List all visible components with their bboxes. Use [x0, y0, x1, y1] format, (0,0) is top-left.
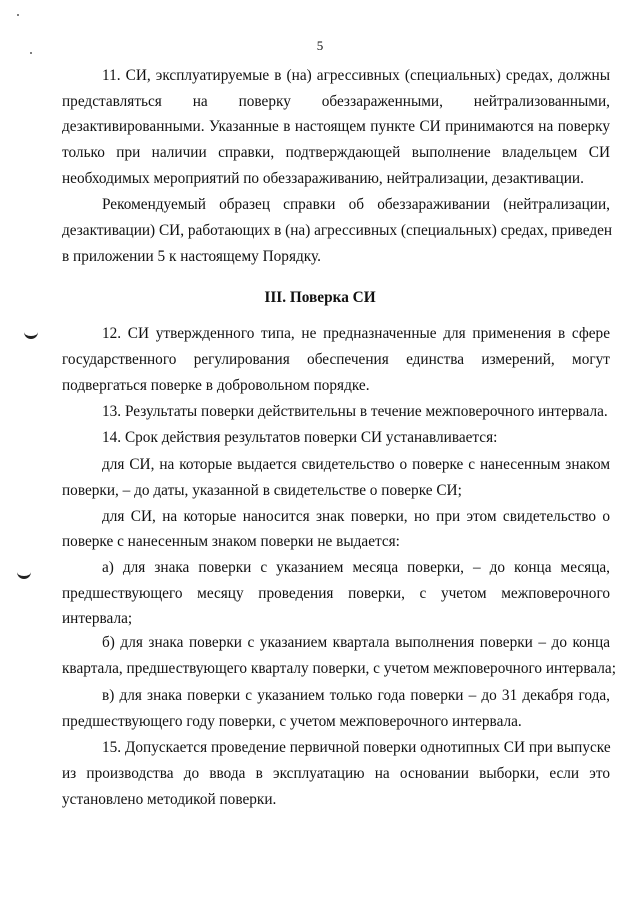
text-line: представляться на поверку обеззараженными, нейтрализованными,: [62, 93, 610, 110]
binder-hole-mark: [24, 330, 38, 339]
text-line: квартала, предшествующего кварталу поверки, с учетом межповерочного интервала;: [62, 660, 616, 677]
text-line: установлено методикой поверки.: [62, 791, 277, 808]
text-line: предшествующего году поверки, с учетом межповерочного интервала.: [62, 713, 522, 730]
scan-dot: [30, 52, 32, 54]
text-line: б) для знака поверки с указанием квартала выполнения поверки – до конца: [102, 634, 610, 651]
text-line: в приложении 5 к настоящему Порядку.: [62, 248, 321, 265]
text-line: из производства до ввода в эксплуатацию на основании выборки, если это: [62, 765, 610, 782]
text-line: предшествующего месяцу проведения поверки, с учетом межповерочного: [62, 585, 610, 602]
binder-hole-mark: [17, 570, 31, 579]
text-line: 13. Результаты поверки действительны в течение межповерочного интервала.: [102, 403, 608, 420]
scan-dot: [17, 14, 19, 16]
text-line: дезактивации) СИ, работающих в (на) агрессивных (специальных) средах, приведен: [62, 222, 613, 239]
text-line: только при наличии справки, подтверждающей выполнение владельцем СИ: [62, 144, 610, 161]
text-line: для СИ, на которые наносится знак поверки, но при этом свидетельство о: [102, 508, 610, 525]
text-line: необходимых мероприятий по обеззараживанию, нейтрализации, дезактивации.: [62, 170, 584, 187]
text-line: государственного регулирования обеспечения единства измерений, могут: [62, 351, 610, 368]
text-line: дезактивированными. Указанные в настоящем пункте СИ принимаются на поверку: [62, 118, 610, 135]
text-line: 15. Допускается проведение первичной поверки однотипных СИ при выпуске: [102, 739, 611, 756]
page-number: 5: [316, 38, 324, 53]
text-line: поверки, – до даты, указанной в свидетельстве о поверке СИ;: [62, 482, 462, 499]
text-line: 11. СИ, эксплуатируемые в (на) агрессивных (специальных) средах, должны: [102, 67, 610, 84]
section-heading: III. Поверка СИ: [264, 289, 376, 306]
text-line: подвергаться поверке в добровольном порядке.: [62, 377, 370, 394]
text-line: поверке с нанесенным знаком поверки не выдается:: [62, 533, 400, 550]
text-line: 12. СИ утвержденного типа, не предназначенные для применения в сфере: [102, 325, 610, 342]
text-line: для СИ, на которые выдается свидетельство о поверке с нанесенным знаком: [102, 456, 610, 473]
text-line: а) для знака поверки с указанием месяца поверки, – до конца месяца,: [102, 559, 610, 576]
text-line: в) для знака поверки с указанием только года поверки – до 31 декабря года,: [102, 687, 610, 704]
text-line: 14. Срок действия результатов поверки СИ устанавливается:: [102, 429, 498, 446]
text-line: Рекомендуемый образец справки об обеззараживании (нейтрализации,: [102, 196, 610, 213]
text-line: интервала;: [62, 610, 133, 627]
